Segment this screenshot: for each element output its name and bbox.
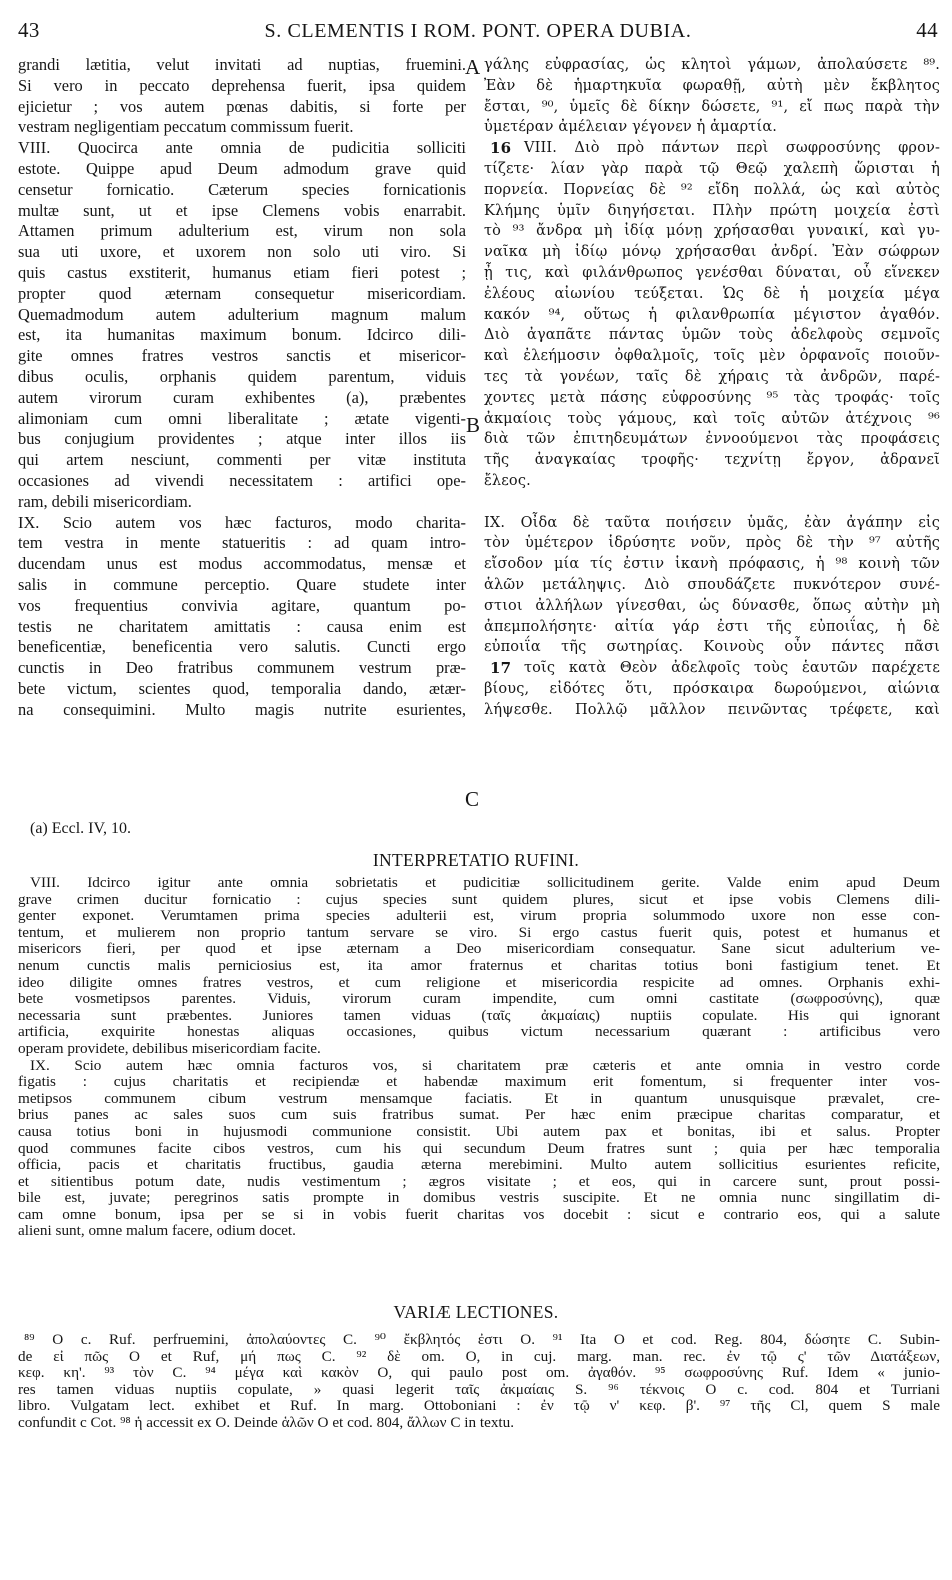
variae-line: res tamen viduas nuptiis copulate, » quasi legerit ταῖς ἀκμαίαις S. ⁹⁶ τέκνοις O c. cod. 804 et Turriani [18,1380,940,1398]
latin-line: vestram negligentiam peccatum commissum fuerit. [18,117,354,137]
rufinus-line: IX. Scio autem hæc omnia facturos vos, si charitatem præ cæteris et ante omnia in vestro corde [30,1056,940,1074]
variae-line: confundit c Cot. ⁹⁸ ἡ accessit ex O. Deinde ἁλῶν O et cod. 804, ἄλλων C in textu. [18,1413,515,1431]
rufinus-text [18,875,940,1240]
greek-line: 17 τοῖς κατὰ Θεὸν ἀδελφοῖς τοὺς ἑαυτῶν παρέχετε [490,659,940,678]
rufinus-line: nenum cunctis malis perniciosius est, ita amor fraternus et charitas totius boni fastigium tenet. Et [18,956,940,974]
rufinus-line: officia, pacis et charitatis fructibus, gaudia æterna merebimini. Multo autem sollicitius esurientes reficite, [18,1156,940,1174]
rufinus-line: operam providete, debilibus misericordiam facite. [18,1039,321,1057]
margin-marker-c: C [465,787,480,811]
latin-line: ejicietur ; vos autem pœnas dabitis, si forte per [18,96,466,116]
latin-line: vos frequentius convivia agitare, quantum po- [18,595,466,615]
rufinus-line: genter exponet. Verumtamen prima species adulterii est, virum propria solummodo uxore non esse con- [18,907,940,925]
latin-line: bus conjugium providentes ; atque inter illos iis [18,429,466,449]
latin-line: gite omnes fratres vestros sanctis et misericor- [18,346,466,366]
latin-line: testis ne charitatem amittatis : causa enim est [18,616,466,636]
latin-line: autem virorum curam exhibentes (a), præbentes [18,387,466,407]
margin-marker-a: A [465,55,481,79]
greek-line: Κλήμης ὑμῖν διηγήσεται. Πλὴν πρώτη μοιχεία ἐστὶ [484,202,940,219]
rufinus-line: alieni sunt, omne malum facere, odium docet. [18,1222,296,1240]
rufinus-line: misericors fieri, per quod et ipse æternam a Deo misericordiam consequatur. Sane sicut adulterium ve- [18,940,940,958]
rufinus-line: bete vosmetipsos parentes. Viduis, virorum curam impendite, cum omni castitate (σωφροσύνης), quæ [18,990,940,1008]
greek-line: ἔλεος. [484,472,531,489]
latin-line: cunctis in Deo fratribus communem vestrum præ- [18,658,466,678]
rufinus-line: quod communes facite cibos vestros, cum his qui secundum Deum fratres sunt ; quia per hæc temporalia [18,1139,940,1157]
latin-line: VIII. Quocirca ante omnia de pudicitia solliciti [18,138,466,158]
greek-line: 16 VIII. Διὸ πρὸ πάντων περὶ σωφροσύνης φρον- [490,139,940,158]
latin-line: ram, debili misericordiam. [18,491,192,511]
rufinus-line: causa totius boni in hujusmodi communione consistit. Ubi autem pax et bonitas, ibi et salus. Propter [18,1122,940,1140]
latin-line: beneficentiæ, beneficentia vero salutis. Cuncti ergo [18,637,466,657]
latin-line: qui artem nesciunt, commenti per vitæ instituta [18,450,466,470]
section-number: 16 [490,139,512,158]
variae-line: de εἰ πῶς O et Ruf, μή πως C. ⁹² δὲ om. O, in cuj. marg. man. rec. ἐν τῷ ς' τῶν Διατάξεων, [18,1347,940,1365]
latin-line: est, ita humanitas maximum bonum. Idcirco dili- [18,325,466,345]
latin-line: sua uti uxore, et uxorem non solo uti viro. Si [18,242,466,262]
greek-column [484,55,940,721]
footnote-a: (a) Eccl. IV, 10. [30,820,131,837]
latin-line: estote. Quippe apud Deum admodum grave quid [18,158,466,178]
greek-line: ναῖκα μὴ ἰδίῳ μόνῳ χρήσασθαι ἀνδρί. Ἐὰν σώφρων [484,244,940,261]
latin-line: alimoniam cum omni liberalitate ; ætate vigenti- [18,408,466,428]
latin-line: salis in commune perceptio. Quare studete inter [18,574,466,594]
latin-line: bete victum, scientes quod, temporalia dando, ætær- [18,678,466,698]
greek-line: ἔσται, ⁹⁰, ὑμεῖς δὲ δίκην δώσετε, ⁹¹, εἴ πως παρὰ τὴν [484,98,940,115]
greek-line: ἀκμαίοις τοὺς γάμους, καὶ τοῖς αὐτῶν ἀτέχνοις ⁹⁶ [484,410,940,427]
variae-heading: VARIÆ LECTIONES. [393,1302,559,1322]
latin-line: na consequimini. Multo magis nutrite esurientes, [18,699,466,719]
margin-marker-b: B [466,413,481,437]
greek-line: ᾖ τις, καὶ φιλάνθρωπος γενέσθαι δύναται, οὗ εἵνεκεν [484,264,940,281]
greek-line: βίους, εἰδότες ὅτι, πρόσκαιρα δωρούμενοι, αἰώνια [484,680,940,697]
section-number: 17 [490,659,512,678]
greek-line: IX. Οἶδα δὲ ταῦτα ποιήσειν ὑμᾶς, ἐὰν ἀγάπην εἰς [484,514,940,531]
rufinus-line: cam omne bonum, ipsa per se si in vobis fuerit charitas vos docebit : sicut e contrario eos, qui a salute [18,1205,940,1223]
greek-line [484,492,940,513]
latin-line: ducendam unus est modus accommodatus, mensæ et [18,554,466,574]
latin-line: tem vestra in mente statueritis : ad quam intro- [18,533,466,553]
greek-line: χοντες μετὰ πάσης εὐφροσύνης ⁹⁵ τὰς τροφάς· τοῖς [484,389,940,406]
variae-line: κεφ. κη'. ⁹³ τὸν C. ⁹⁴ μέγα καὶ κακὸν O, qui paulo post om. ἀγαθόν. ⁹⁵ σωφροσύνης Ruf. Idem « junio- [18,1364,940,1382]
rufinus-line: necessaria sunt præbentes. Juniores tamen viduas (ταῖς ἀκμαίαις) nuptiis copulate. His qui ignorant [18,1006,940,1024]
rufinus-line: metipsos communem cibum vestrum mensamque faciatis. Et in quantum unusquisque prævalet, cre- [18,1089,940,1107]
greek-line: τίζετε· λίαν γὰρ παρὰ τῷ Θεῷ χαλεπὴ ὥρισται ἡ [484,160,940,177]
latin-column [18,55,466,721]
latin-line: censetur fornicatio. Cæterum species fornicationis [18,179,466,199]
greek-line: τὸ ⁹³ ἄνδρα μὴ ἰδίᾳ μόνῃ χρήσασθαι γυναικί, καὶ γυ- [484,223,940,240]
greek-line: Διὸ ἀγαπᾶτε πάντας ὑμῶν τοὺς ἀδελφοὺς σεμνοῖς [484,327,940,344]
latin-line: occasiones ad vivendi necessitatem : artifici ope- [18,470,466,490]
greek-line: ἐλέους αἰωνίου τεύξεται. Ὡς δὲ ἡ μοιχεία μέγα [484,285,940,302]
running-title: S. CLEMENTIS I ROM. PONT. OPERA DUBIA. [264,20,692,42]
rufinus-line: VIII. Idcirco igitur ante omnia sobrietatis et pudicitiæ sollicitudinem gerite. Valde enim apud Deum [30,874,940,891]
greek-line: στιοι ἀλλήλων γίνεσθαι, ὡς δύνασθε, ὅπως αὐτὴν μὴ [484,597,940,614]
greek-line: ἀπεμπολήσητε· αἰτία γάρ ἐστι τῆς εὐποιΐας, ἡ δὲ [484,618,940,635]
variae-line: ⁸⁹ O c. Ruf. perfruemini, ἀπολαύοντες C. ⁹⁰ ἔκβλητός ἐστι O. ⁹¹ Ita O et cod. Reg. 804, δώσητε C. Subin- [24,1331,940,1348]
rufinus-line: brius panes ac sales suos cum suis fratribus sumat. Per hæc enim præcipue charitas comparatur, et [18,1106,940,1124]
greek-line: λήψεσθε. Πολλῷ μᾶλλον πεινῶντας τρέφετε, καὶ [484,701,940,718]
page-number-left: 43 [18,18,40,42]
greek-line: ἁλῶν μετάληψις. Διὸ σπουδάζετε πυκνότερον συνέ- [484,576,940,593]
rufinus-line: ideo diligite omnes fratres vestros, et cum religione et misericordia respicite ad omnes. Orphanis exhi- [18,973,940,991]
greek-line: εἴσοδον μία τίς ἐστιν ἱκανὴ πρόφασις, ἡ ⁹⁸ κοινὴ τῶν [484,556,940,573]
latin-line: IX. Scio autem vos hæc facturos, modo charita- [18,512,466,532]
greek-line: Ἐὰν δὲ ἡμαρτηκυῖα φωραθῇ, αὐτὴ μὲν ἔκβλητος [484,77,940,94]
page-header [18,18,938,48]
rufinus-line: figatis : cujus charitatis et recipiendæ et habendæ maximum erit fomentum, si frequenter inter vos- [18,1073,940,1091]
latin-line: grandi lætitia, velut invitati ad nuptias, fruemini. [18,55,466,74]
latin-line: Quemadmodum autem adulterium magnum malum [18,304,466,324]
page-number-right: 44 [916,18,938,42]
rufinus-line: et sitientibus potum date, nudis vestimentum ; ægros visitate ; et eos, qui in carcere sunt, prout possi- [18,1172,940,1190]
variae-line: libro. Vulgatam lect. exhibet et Ruf. In marg. Ottoboniani : ἐν τῷ ν' κεφ. β'. ⁹⁷ τῆς Cl, quem S male [18,1397,940,1415]
greek-line: τες τὰ γονέων, ταῖς δὲ χήραις τὰ ἀνδρῶν, παρέ- [484,368,940,385]
latin-line: propter quod æternam consequetur misericordiam. [18,283,466,303]
latin-line: Attamen primum adulterium est, virum non sola [18,221,466,241]
latin-line: quis castus exstiterit, humanus etiam fieri potest ; [18,262,466,282]
variae-lectiones-text [18,1332,940,1432]
greek-line: πορνεία. Πορνείας δὲ ⁹² εἴδη πολλά, ὡς καὶ αὐτὸς [484,181,940,198]
rufinus-line: tentum, et mulierem non proprio tantum servare se viro. Si ergo castus fuerit quis, potest et humanus et [18,923,940,941]
greek-line: διὰ τῶν ἐπιτηδευμάτων ἐννοούμενοι τὰς προφάσεις [484,431,940,448]
latin-line: multæ sunt, ut et ipse Clemens vobis enarrabit. [18,200,466,220]
greek-line: καὶ ἐλεήμοσιν ὀφθαλμοῖς, τοῖς μὲν ὀρφανοῖς ποιοῦν- [484,348,940,365]
latin-line: Si vero in peccato deprehensa fuerit, ipsa quidem [18,75,466,95]
greek-line: εὐποιΐα τῆς σωτηρίας. Κοινοὺς οὖν πάντες πᾶσι [484,639,940,656]
rufinus-line: artificia, exquirite honestas aliquas occasiones, quibus victum necessarium quærant : artificibus vero [18,1023,940,1041]
greek-line: ὑμετέραν ἀμέλειαν γέγονεν ἡ ἁμαρτία. [484,119,778,136]
latin-line: dibus oculis, orphanis quidem parentum, viduis [18,366,466,386]
greek-line: κακόν ⁹⁴, οὕτως ἡ φιλανθρωπία μέγιστον ἀγαθόν. [484,306,940,323]
rufinus-line: grave crimen ducitur fornicatio : cujus species sunt quidem plures, sicut et ipse vobis Clemens dili- [18,890,940,908]
rufinus-heading: INTERPRETATIO RUFINI. [372,850,580,870]
rufinus-line: bile est, juvate; peregrinos satis prompte in domibus vestris suscipite. Et ne omnia nunc singillatim di- [18,1189,940,1207]
greek-line: γάλης εὐφρασίας, ὡς κλητοὶ γάμων, ἀπολαύσετε ⁸⁹. [484,57,940,73]
greek-line: τὸν ὑμέτερον ἱδρύσητε νοῦν, πρὸς δὲ τὴν ⁹⁷ αὐτῆς [484,535,940,552]
greek-line: τῆς ἀναγκαίας τροφῆς· τεχνίτῃ ἔργον, ἀδρανεῖ [484,452,940,469]
